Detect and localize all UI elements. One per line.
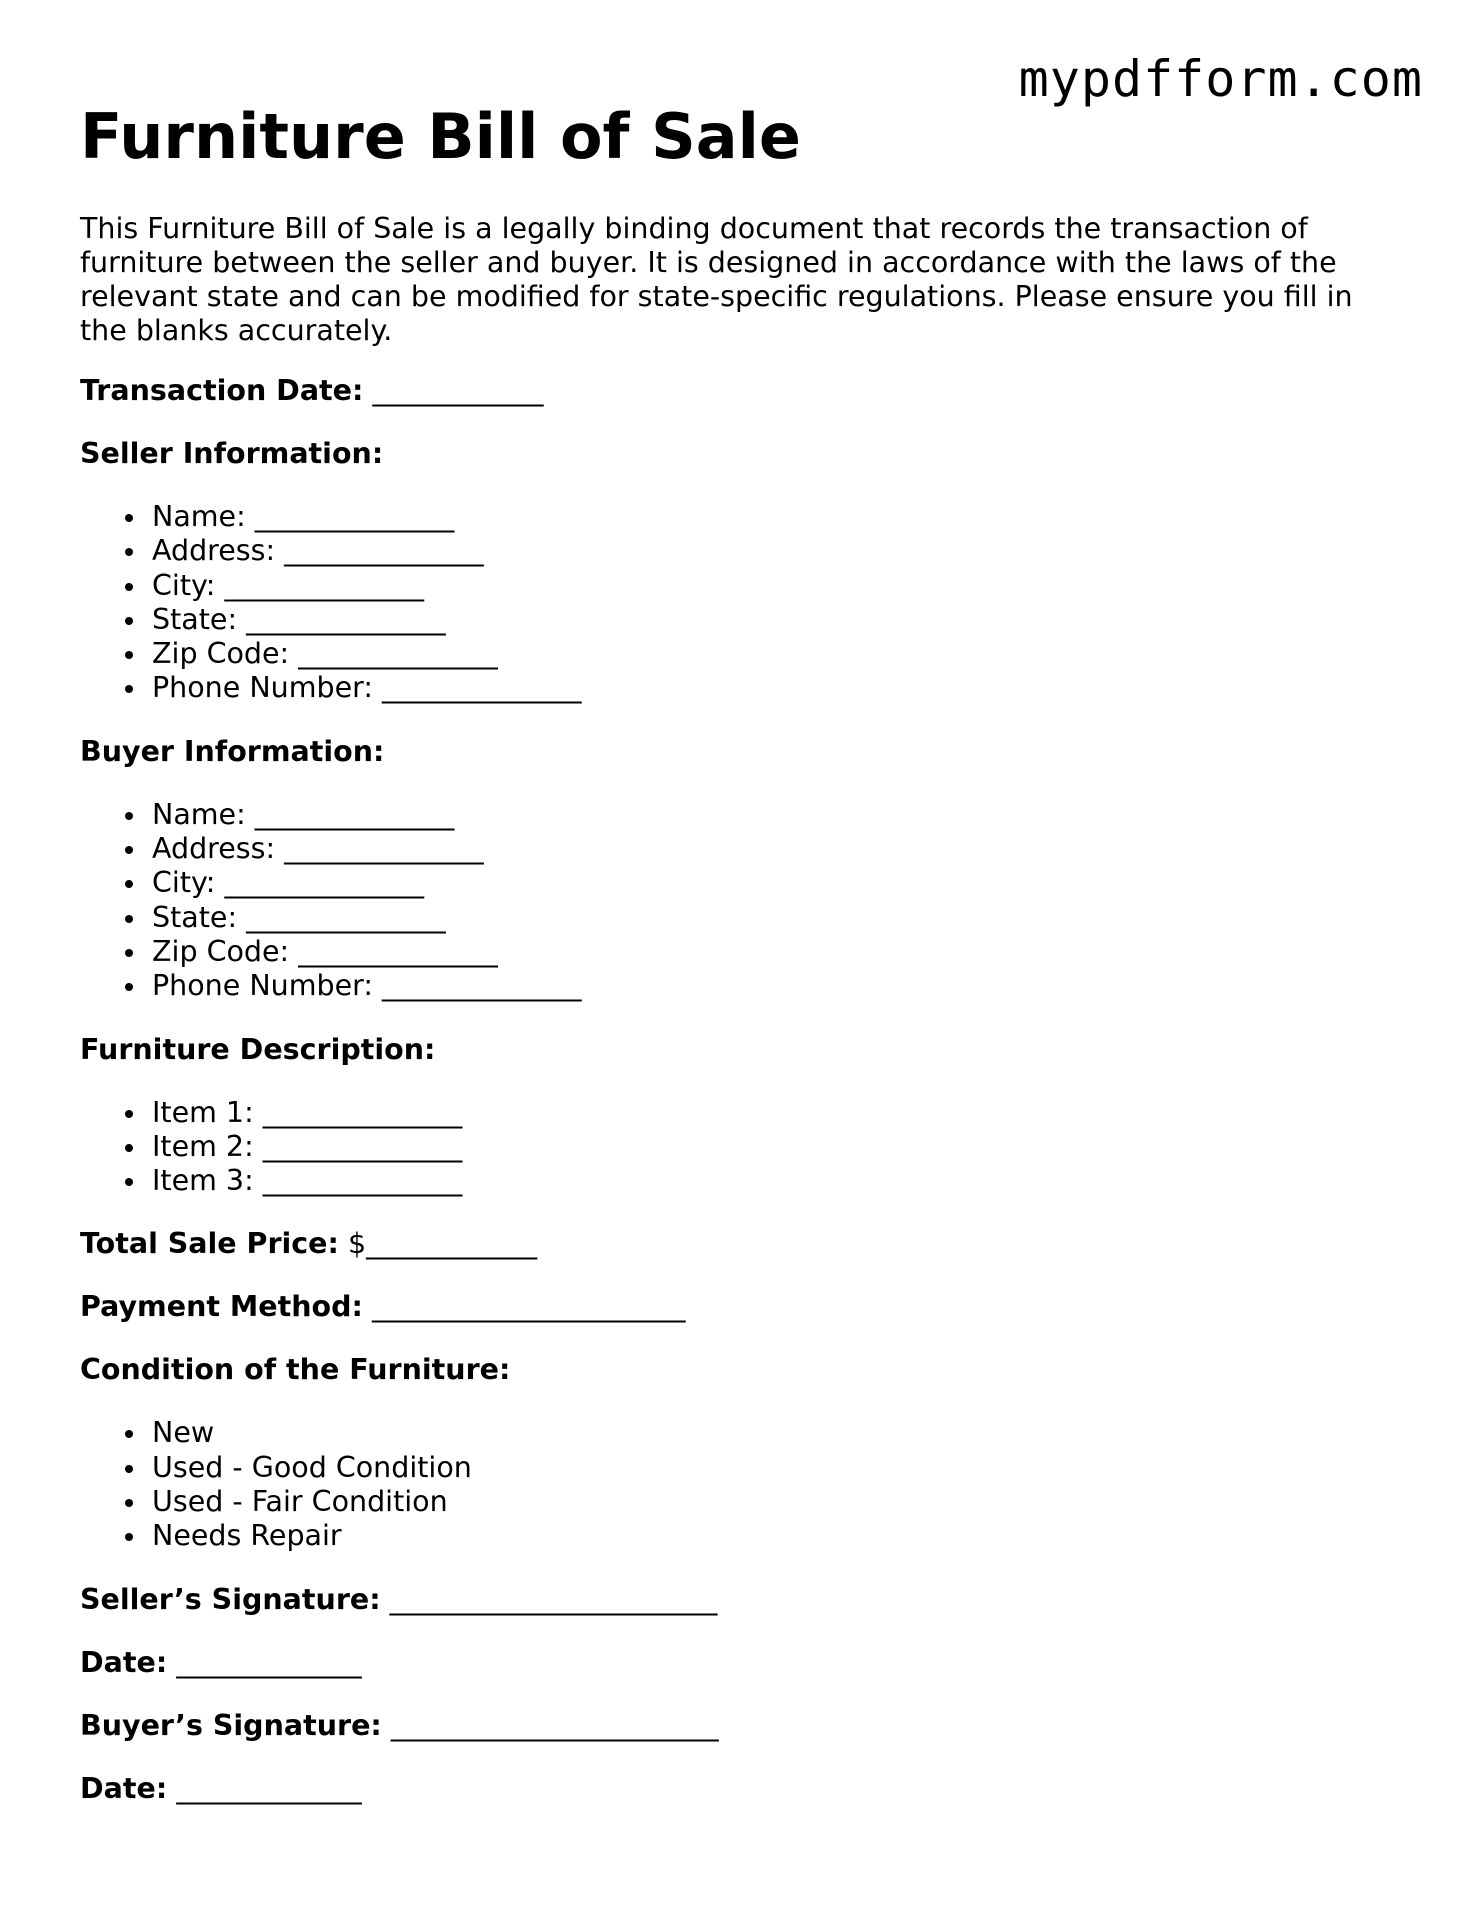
seller-section-heading: Seller Information: bbox=[80, 437, 384, 470]
buyer-date-label: Date: bbox=[80, 1771, 168, 1805]
seller-phone-field[interactable]: Phone Number: ______________ bbox=[152, 671, 1400, 705]
seller-date-label: Date: bbox=[80, 1645, 168, 1679]
condition-option-used-fair[interactable]: Used - Fair Condition bbox=[152, 1485, 1400, 1519]
transaction-date-field[interactable] bbox=[80, 374, 1400, 408]
total-price-blank[interactable]: $____________ bbox=[347, 1227, 538, 1261]
furniture-section-heading: Furniture Description: bbox=[80, 1032, 436, 1066]
buyer-name-field[interactable]: Name: ______________ bbox=[152, 798, 1400, 832]
buyer-date-field[interactable] bbox=[80, 1772, 1400, 1806]
condition-option-new[interactable]: New bbox=[152, 1416, 1400, 1450]
seller-signature-field[interactable] bbox=[80, 1583, 1400, 1617]
condition-option-needs-repair[interactable]: Needs Repair bbox=[152, 1519, 1400, 1553]
payment-method-label: Payment Method: bbox=[80, 1290, 363, 1324]
payment-method-field[interactable] bbox=[80, 1290, 1400, 1324]
seller-fields-list bbox=[80, 500, 1400, 706]
seller-address-field[interactable]: Address: ______________ bbox=[152, 534, 1400, 568]
furniture-item-3-field[interactable]: Item 3: ______________ bbox=[152, 1164, 1400, 1198]
seller-date-blank[interactable]: _____________ bbox=[176, 1645, 362, 1679]
buyer-city-field[interactable]: City: ______________ bbox=[152, 866, 1400, 900]
seller-zip-field[interactable]: Zip Code: ______________ bbox=[152, 637, 1400, 671]
buyer-state-field[interactable]: State: ______________ bbox=[152, 901, 1400, 935]
form-body bbox=[80, 374, 1400, 1806]
buyer-signature-field[interactable] bbox=[80, 1709, 1400, 1743]
intro-paragraph: This Furniture Bill of Sale is a legally binding document that records the transaction of furniture between the seller and buyer. It is designed in accordance with the laws of the relevant state and can be modified for state-specific regulations. Please ensure you fill in the blanks accurately. bbox=[80, 212, 1353, 347]
buyer-address-field[interactable]: Address: ______________ bbox=[152, 832, 1400, 866]
total-price-label: Total Sale Price: bbox=[80, 1227, 339, 1261]
seller-signature-label: Seller’s Signature: bbox=[80, 1582, 381, 1616]
seller-city-field[interactable]: City: ______________ bbox=[152, 569, 1400, 603]
furniture-item-1-field[interactable]: Item 1: ______________ bbox=[152, 1096, 1400, 1130]
payment-method-blank[interactable]: ______________________ bbox=[371, 1290, 686, 1324]
condition-section-heading: Condition of the Furniture: bbox=[80, 1353, 511, 1387]
buyer-phone-field[interactable]: Phone Number: ______________ bbox=[152, 969, 1400, 1003]
buyer-fields-list bbox=[80, 798, 1400, 1004]
total-price-field[interactable] bbox=[80, 1227, 1400, 1261]
buyer-date-blank[interactable]: _____________ bbox=[176, 1771, 362, 1805]
seller-signature-blank[interactable]: _______________________ bbox=[389, 1582, 718, 1616]
site-watermark: mypdfform.com bbox=[1018, 50, 1423, 108]
furniture-items-list bbox=[80, 1096, 1400, 1199]
furniture-item-2-field[interactable]: Item 2: ______________ bbox=[152, 1130, 1400, 1164]
page-title: Furniture Bill of Sale bbox=[80, 100, 801, 173]
buyer-section-heading: Buyer Information: bbox=[80, 734, 385, 768]
transaction-date-label: Transaction Date: bbox=[80, 374, 364, 407]
buyer-signature-label: Buyer’s Signature: bbox=[80, 1708, 382, 1742]
condition-options-list bbox=[80, 1416, 1400, 1553]
transaction-date-blank[interactable]: ____________ bbox=[372, 374, 544, 407]
buyer-signature-blank[interactable]: _______________________ bbox=[390, 1708, 719, 1742]
buyer-zip-field[interactable]: Zip Code: ______________ bbox=[152, 935, 1400, 969]
seller-name-field[interactable]: Name: ______________ bbox=[152, 500, 1400, 534]
condition-option-used-good[interactable]: Used - Good Condition bbox=[152, 1451, 1400, 1485]
seller-state-field[interactable]: State: ______________ bbox=[152, 603, 1400, 637]
seller-date-field[interactable] bbox=[80, 1646, 1400, 1680]
